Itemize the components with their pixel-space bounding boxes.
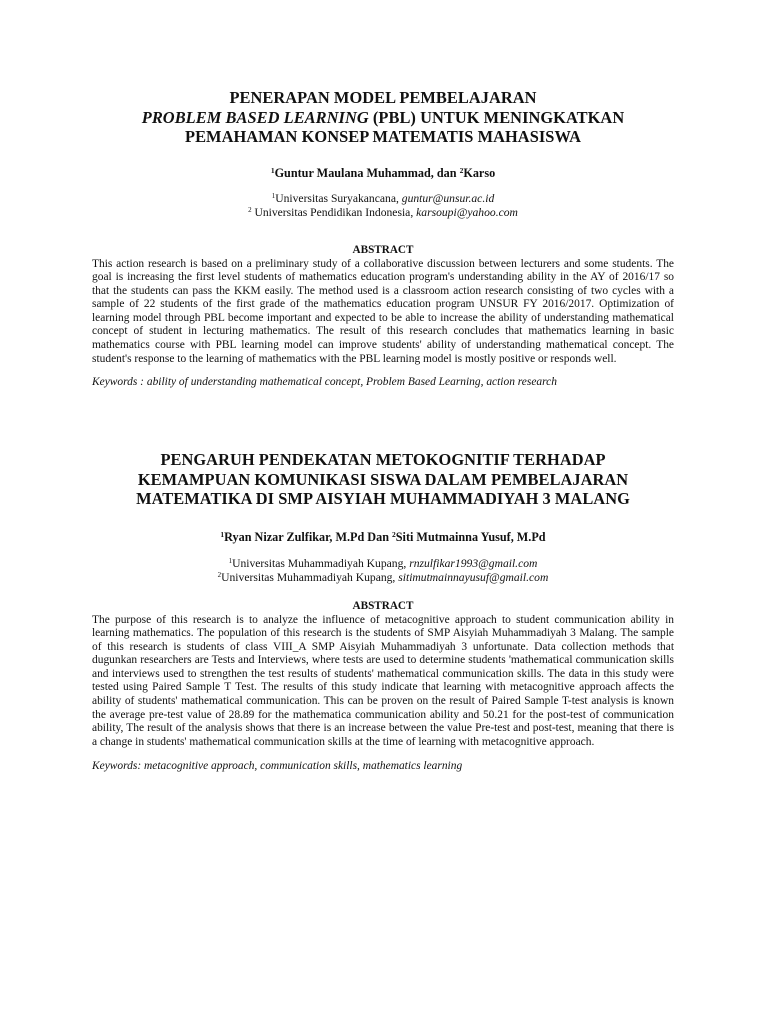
paper-1-affiliation-2-text: Universitas Pendidikan Indonesia,: [251, 205, 417, 219]
paper-2-author-1-sup: 1: [220, 529, 225, 539]
paper-1-author-1-sup: 1: [270, 165, 275, 175]
paper-2-affiliation-2-sup: 2: [217, 570, 222, 579]
paper-2-title-line-1: PENGARUH PENDEKATAN METOKOGNITIF TERHADAP: [160, 450, 606, 469]
paper-2-authors: [92, 530, 674, 545]
paper-2-affiliation-1-sup: 1: [228, 556, 233, 565]
paper-1-affiliation-1-email[interactable]: guntur@unsur.ac.id: [401, 191, 495, 205]
paper-2-affiliation-2-email[interactable]: sitimutmainnayusuf@gmail.com: [398, 570, 549, 584]
paper-2-author-1: Ryan Nizar Zulfikar, M.Pd Dan: [224, 529, 393, 544]
paper-2-affiliation-2-text: Universitas Muhammadiyah Kupang,: [221, 570, 399, 584]
paper-2-title-line-3: MATEMATIKA DI SMP AISYIAH MUHAMMADIYAH 3 MALANG: [136, 489, 630, 508]
paper-1-abstract-body: This action research is based on a preliminary study of a collaborative discussion between lecturers and some students. The goal is increasing the first level students of mathematics education program's understanding ability in the AY of 2016/17 so that the students can pass the KKM easily. The method used is a classroom action research consisting of two cycles with a sample of 22 students of the first grade of the mathematics education program UNSUR FY 2016/2017. Optimization of learning model through PBL become important and expected to be able to increase the ability of understanding mathematical concept of student in lecturing mathematics. The result of this research concludes that mathematics learning in basic mathematics course with PBL learning model can improve students' ability of understanding mathematical concept. The student's response to the learning of mathematics with the PBL learning model is mostly positive or responds well.: [92, 257, 674, 365]
paper-1-keywords: Keywords : ability of understanding mathematical concept, Problem Based Learning, action research: [92, 376, 557, 389]
paper-1-affiliation-2: [92, 206, 674, 220]
paper-1-title-line-2: [92, 108, 674, 128]
paper-2-keywords: Keywords: metacognitive approach, communication skills, mathematics learning: [92, 760, 463, 773]
paper-2-affiliation-1: [92, 557, 674, 571]
paper-1-affiliation-1-text: Universitas Suryakancana,: [275, 191, 402, 205]
paper-2-affiliations: [92, 557, 674, 585]
paper-1-author-2: Karso: [463, 165, 496, 180]
paper-1-affiliation-1: [92, 192, 674, 206]
paper-1-title-line-3: PEMAHAMAN KONSEP MATEMATIS MAHASISWA: [185, 127, 581, 146]
paper-1: [92, 88, 674, 389]
paper-1-title-line-1: PENERAPAN MODEL PEMBELAJARAN: [229, 88, 537, 107]
paper-1-affiliation-2-sup: 2: [248, 205, 252, 214]
paper-2-author-2-sup: 2: [392, 529, 396, 539]
paper-1-authors: [92, 166, 674, 181]
paper-1-affiliations: [92, 192, 674, 220]
paper-2-affiliation-2: [92, 571, 674, 585]
paper-2-abstract-heading: ABSTRACT: [352, 599, 414, 612]
paper-2-affiliation-1-text: Universitas Muhammadiyah Kupang,: [232, 556, 410, 570]
paper-2-author-2: Siti Mutmainna Yusuf, M.Pd: [395, 529, 546, 544]
paper-2-title-line-2: KEMAMPUAN KOMUNIKASI SISWA DALAM PEMBELAJARAN: [137, 469, 629, 489]
paper-1-author-1: Guntur Maulana Muhammad, dan: [274, 165, 460, 180]
paper-1-affiliation-2-email[interactable]: karsoupi@yahoo.com: [416, 205, 518, 219]
paper-2: [92, 450, 674, 773]
paper-1-affiliation-1-sup: 1: [271, 191, 276, 200]
paper-2-abstract-body: The purpose of this research is to analyze the influence of metacognitive approach to student communication ability in learning mathematics. The population of this research is the students of SMP Aisyiah Muhammadiyah 3 Malang. The sample of this research is students of class VIII_A SMP Aisyiah Muhammadiyah 3 unfortunate. Data collection methods that dugunkan researchers are Tests and Interviews, where tests are used to determine students 'mathematical communication skills and interviews used to strengthen the test results of students' mathematical communication skills. The data in this study were tested using Paired Sample T Test. The results of this study indicate that learning with metacognitive approach affects the ability of students' mathematical communication. This can be proven on the result of Paired Sample T-test analysis is known the average pre-test value of 28.89 for the mathematica communication ability and 50.21 for the post-test of communication ability, The result of the analysis shows that there is an increase between the value Pre-test and post-test, meaning that there is a change in students' mathematical communication skills at the time of learning with metacognitive approach.: [92, 613, 674, 748]
paper-2-title: [92, 450, 674, 509]
paper-1-abstract-heading: ABSTRACT: [352, 243, 414, 256]
paper-1-title: [92, 88, 674, 147]
paper-1-author-2-sup: 2: [459, 165, 464, 175]
paper-2-affiliation-1-email[interactable]: rnzulfikar1993@gmail.com: [409, 556, 538, 570]
paper-1-title-line-2-rest: (PBL) UNTUK MENINGKATKAN: [368, 107, 625, 127]
paper-1-title-italic: PROBLEM BASED LEARNING: [141, 107, 369, 127]
